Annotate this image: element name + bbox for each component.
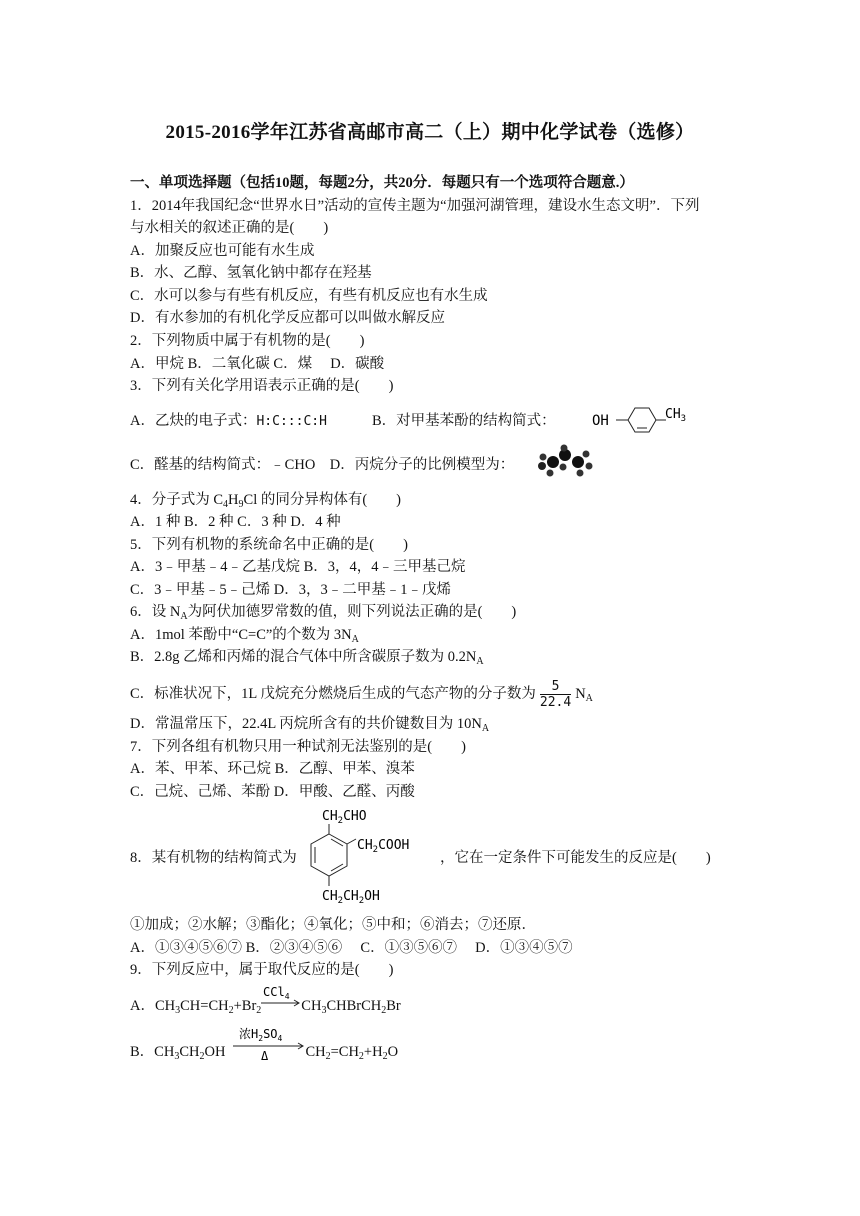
q9-option-a <box>130 985 401 1016</box>
subscript: A <box>180 611 188 622</box>
eq-part: B．CH <box>130 1044 175 1060</box>
q4-stem-part: H <box>228 492 239 508</box>
eq-part: O <box>387 1044 399 1060</box>
eq-part: Br <box>386 998 401 1014</box>
q6-option-d-text: D．常温常压下，22.4L 丙烷所含有的共价键数目为 10N <box>130 716 482 732</box>
subscript: A <box>476 656 484 667</box>
ch3-label: $CH_3$ <box>665 407 687 424</box>
subscript: 3 <box>175 1005 181 1016</box>
q3-option-b <box>372 411 556 431</box>
eq-part: CH <box>301 998 322 1014</box>
eq-part: CH=CH <box>180 998 229 1014</box>
eq-part: CH <box>179 1044 200 1060</box>
q6-option-b <box>130 647 484 667</box>
section-heading: 一、单项选择题（包括10题，每题2分，共20分．每题只有一个选项符合题意.） <box>130 175 634 191</box>
subscript: 2 <box>382 1051 388 1062</box>
subscript: 2 <box>228 1005 234 1016</box>
q9-option-b <box>130 1027 399 1063</box>
q5-options-cd: C．3﹣甲基﹣5﹣己烯 D．3，3﹣二甲基﹣1﹣戊烯 <box>130 582 452 598</box>
eq-part: +Br <box>233 998 257 1014</box>
struct-top-group <box>322 809 367 826</box>
q5-options-ab: A．3﹣甲基﹣4﹣乙基戊烷 B．3，4，4﹣三甲基己烷 <box>130 559 466 575</box>
q4-stem <box>130 490 401 510</box>
eq-part: +H <box>363 1044 383 1060</box>
q1-stem-line1: 1．2014年我国纪念“世界水日”活动的宣传主题为“加强河湖管理，建设水生态文明”．下列 <box>130 198 700 214</box>
cond-sub: 4 <box>284 992 290 1001</box>
cond-sub: 4 <box>277 1034 283 1043</box>
eq-part: OH <box>204 1044 226 1060</box>
eq-part: =CH <box>330 1044 359 1060</box>
q6-stem <box>130 602 516 622</box>
q8-options: A．①③④⑤⑥⑦ B．②③④⑤⑥ C．①③⑤⑥⑦ D．①③④⑤⑦ <box>130 940 573 956</box>
q3-option-b-text: B．对甲基苯酚的结构简式： <box>372 413 556 429</box>
q3-option-cd: C．醛基的结构简式：﹣CHO D．丙烷分子的比例模型为： <box>130 457 515 473</box>
struct-text: CH <box>322 809 338 824</box>
subscript: 2 <box>358 1051 364 1062</box>
subscript: 2 <box>325 1051 331 1062</box>
q7-options-cd: C．己烷、己烯、苯酚 D．甲酸、乙醛、丙酸 <box>130 784 415 800</box>
cond-text: 浓H <box>239 1027 259 1041</box>
struct-sub: 2 <box>358 896 365 906</box>
struct-text: CH <box>343 889 359 904</box>
arrow-condition-top <box>239 1027 283 1043</box>
subscript: 2 <box>256 1005 262 1016</box>
q4-stem-part: Cl 的同分异构体有( ) <box>243 492 402 508</box>
subscript: A <box>481 723 490 734</box>
q1-option-c: C．水可以参与有些有机反应，有些有机反应也有水生成 <box>130 288 488 304</box>
cond-sub: 2 <box>258 1034 264 1043</box>
q3-stem: 3．下列有关化学用语表示正确的是( ) <box>130 378 394 394</box>
subscript: 9 <box>238 499 244 510</box>
struct-bottom-group <box>322 889 380 906</box>
subscript: 3 <box>174 1051 180 1062</box>
q7-options-ab: A．苯、甲苯、环己烷 B．乙醇、甲苯、溴苯 <box>130 761 415 777</box>
eq-part: CHBrCH <box>326 998 382 1014</box>
q6-option-a-text: A．1mol 苯酚中“C=C”的个数为 3N <box>130 627 352 643</box>
subscript: 4 <box>223 499 229 510</box>
ch3-subscript: 3 <box>680 414 687 424</box>
fraction-denominator: 22.4 <box>539 695 572 710</box>
q9-stem: 9．下列反应中，属于取代反应的是( ) <box>130 962 394 978</box>
subscript: A <box>585 692 593 704</box>
q6-stem-part: 6．设 N <box>130 604 181 620</box>
acetylene-electron-formula: H:C:::C:H <box>256 414 327 429</box>
q2-stem: 2．下列物质中属于有机物的是( ) <box>130 333 365 349</box>
q2-options: A．甲烷 B．二氧化碳 C．煤 D．碳酸 <box>130 356 385 372</box>
q6-option-c-text: C．标准状况下，1L 戊烷充分燃烧后生成的气态产物的分子数为 <box>130 685 536 702</box>
reaction-arrow <box>261 985 301 1010</box>
q8-reactions: ①加成；②水解；③酯化；④氧化；⑤中和；⑥消去；⑦还原． <box>130 917 536 933</box>
cond-text: CCl <box>263 985 285 999</box>
q6-option-b-text: B．2.8g 乙烯和丙烯的混合气体中所含碳原子数为 0.2N <box>130 649 477 665</box>
subscript: A <box>351 634 359 645</box>
struct-text: CHO <box>343 809 367 824</box>
q4-options: A．1 种 B．2 种 C．3 种 D．4 种 <box>130 514 341 530</box>
struct-sub: 2 <box>337 816 344 826</box>
q6-stem-part: 为阿伏加德罗常数的值，则下列说法正确的是( ) <box>187 604 517 620</box>
heat-symbol: Δ <box>261 1049 269 1063</box>
subscript: 2 <box>199 1051 205 1062</box>
q1-option-b: B．水、乙醇、氢氧化钠中都存在羟基 <box>130 265 372 281</box>
reaction-arrow-icon <box>233 1028 305 1072</box>
oh-label: OH <box>592 413 609 429</box>
fraction <box>540 679 571 710</box>
q6-option-c-unit: N <box>575 685 586 702</box>
q4-stem-part: 4．分子式为 C <box>130 492 224 508</box>
q1-option-a: A．加聚反应也可能有水生成 <box>130 243 315 259</box>
q7-stem: 7．下列各组有机物只用一种试剂无法鉴别的是( ) <box>130 739 466 755</box>
cond-text: SO <box>263 1027 278 1041</box>
q8-stem-pre: 8．某有机物的结构简式为 <box>130 850 297 866</box>
struct-text: CH <box>357 838 373 853</box>
eq-part: CH <box>305 1044 326 1060</box>
struct-right-group <box>357 838 409 855</box>
q6-option-a <box>130 625 359 645</box>
q8-structure-diagram <box>300 804 440 908</box>
propane-space-filling-model <box>534 444 598 484</box>
q1-stem-line2: 与水相关的叙述正确的是( ) <box>130 220 329 236</box>
struct-sub: 2 <box>337 896 344 906</box>
reaction-arrow <box>233 1027 305 1063</box>
struct-text: CH <box>322 889 338 904</box>
fraction-numerator: 5 <box>540 679 571 695</box>
eq-part: A．CH <box>130 998 176 1014</box>
q1-option-d: D．有水参加的有机化学反应都可以叫做水解反应 <box>130 310 445 326</box>
p-cresol-structure <box>590 402 687 438</box>
q3-option-a <box>130 411 327 432</box>
struct-text: OH <box>364 889 380 904</box>
struct-sub: 2 <box>372 845 379 855</box>
q3-option-a-text: A．乙炔的电子式： <box>130 413 257 429</box>
q6-option-d <box>130 714 489 734</box>
q8-stem-post: ，它在一定条件下可能发生的反应是( ) <box>440 850 711 866</box>
subscript: 3 <box>321 1005 327 1016</box>
q5-stem: 5．下列有机物的系统命名中正确的是( ) <box>130 537 408 553</box>
struct-text: COOH <box>378 838 410 853</box>
q6-option-c <box>130 679 593 710</box>
reaction-arrow-icon <box>261 984 301 1014</box>
page-title: 2015-2016学年江苏省高邮市高二（上）期中化学试卷（选修） <box>165 122 695 143</box>
subscript: 2 <box>381 1005 387 1016</box>
arrow-condition <box>263 985 290 1001</box>
